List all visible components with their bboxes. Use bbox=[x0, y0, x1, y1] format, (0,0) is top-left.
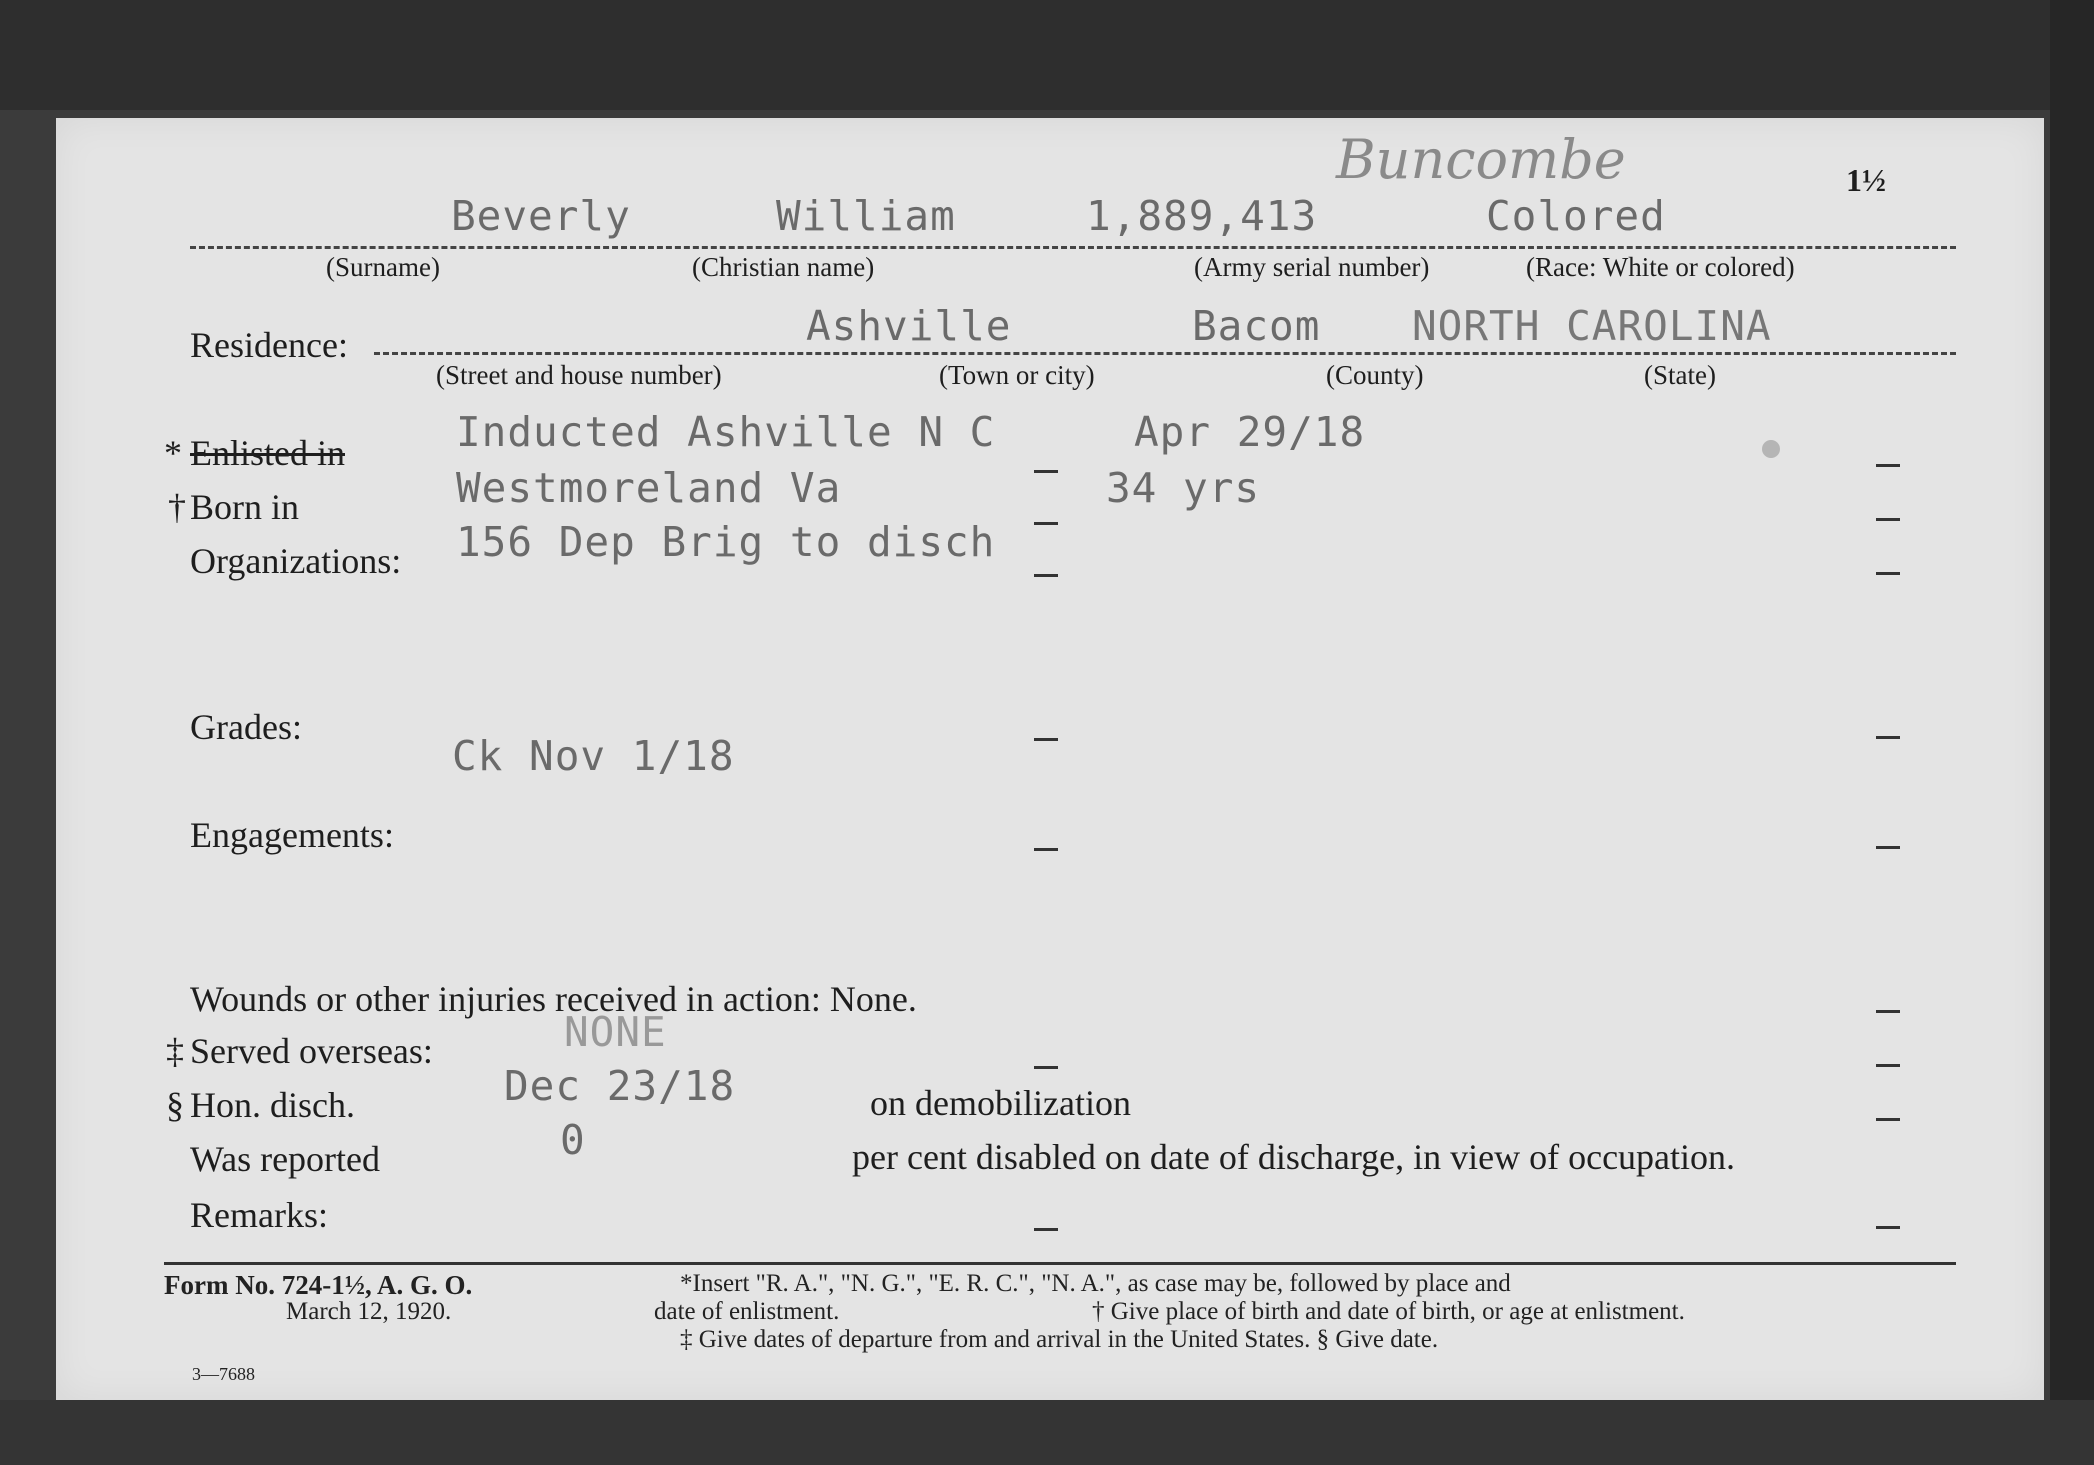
scan-backdrop-right bbox=[2050, 0, 2094, 1465]
disch-label: Hon. disch. bbox=[190, 1085, 355, 1125]
dash-mark bbox=[1876, 846, 1900, 849]
dash-mark bbox=[1034, 1228, 1058, 1231]
christian-name-label: (Christian name) bbox=[692, 252, 875, 282]
grades-label: Grades: bbox=[190, 707, 302, 747]
race-label: (Race: White or colored) bbox=[1526, 252, 1795, 282]
wounds-text: Wounds or other injuries received in action: None. bbox=[190, 979, 917, 1019]
residence-rule bbox=[374, 352, 1956, 355]
enlisted-label: Enlisted in bbox=[190, 433, 345, 473]
enlisted-date: Apr 29/18 bbox=[1134, 408, 1366, 456]
street-label: (Street and house number) bbox=[436, 360, 722, 390]
serial-number-value: 1,889,413 bbox=[1086, 192, 1318, 240]
dash-mark bbox=[1034, 574, 1058, 577]
dash-mark bbox=[1034, 848, 1058, 851]
form-date: March 12, 1920. bbox=[286, 1298, 452, 1325]
residence-county-value: Bacom bbox=[1192, 302, 1321, 350]
overseas-label: Served overseas: bbox=[190, 1031, 433, 1071]
born-age: 34 yrs bbox=[1106, 464, 1261, 512]
dash-mark bbox=[1034, 1066, 1058, 1069]
reported-text: per cent disabled on date of discharge, in view of occupation. bbox=[852, 1137, 1736, 1177]
residence-state-value: NORTH CAROLINA bbox=[1412, 302, 1772, 350]
dash-mark bbox=[1876, 572, 1900, 575]
dash-mark bbox=[1876, 464, 1900, 467]
dash-mark bbox=[1876, 1010, 1900, 1013]
footer-rule bbox=[164, 1262, 1956, 1265]
christian-name-value: William bbox=[776, 192, 956, 240]
dash-mark bbox=[1034, 522, 1058, 525]
engagements-label: Engagements: bbox=[190, 815, 394, 855]
scan-backdrop-bottom bbox=[0, 1400, 2094, 1465]
enlisted-value: Inducted Ashville N C bbox=[456, 408, 996, 456]
state-label: (State) bbox=[1644, 360, 1716, 390]
serial-number-label: (Army serial number) bbox=[1194, 252, 1430, 282]
county-label: (County) bbox=[1326, 360, 1424, 390]
dash-mark bbox=[1034, 470, 1058, 473]
residence-town-value: Ashville bbox=[806, 302, 1012, 350]
footnote-line-1: *Insert "R. A.", "N. G.", "E. R. C.", "N. A.", as case may be, followed by place and bbox=[680, 1270, 1511, 1297]
reported-value: 0 bbox=[560, 1116, 586, 1164]
residence-label: Residence: bbox=[190, 325, 348, 365]
town-label: (Town or city) bbox=[939, 360, 1095, 390]
born-label: Born in bbox=[190, 487, 300, 527]
county-handwritten-note: Buncombe bbox=[1336, 128, 1626, 191]
ink-spot bbox=[1762, 440, 1780, 458]
dash-mark bbox=[1876, 1226, 1900, 1229]
dash-mark bbox=[1876, 1064, 1900, 1067]
disch-value: Dec 23/18 bbox=[504, 1062, 736, 1110]
service-record-card bbox=[56, 118, 2044, 1400]
organizations-value: 156 Dep Brig to disch bbox=[456, 518, 996, 566]
footnote-line-2b: † Give place of birth and date of birth, or age at enlistment. bbox=[1092, 1298, 1685, 1325]
organizations-label: Organizations: bbox=[190, 541, 402, 581]
dash-mark bbox=[1876, 736, 1900, 739]
enlisted-asterisk: * bbox=[164, 433, 182, 473]
overseas-value: NONE bbox=[564, 1008, 667, 1056]
dash-mark bbox=[1034, 738, 1058, 741]
grades-value: Ck Nov 1/18 bbox=[452, 732, 735, 780]
overseas-double-dagger: ‡ bbox=[166, 1031, 184, 1071]
born-value: Westmoreland Va bbox=[456, 464, 842, 512]
scan-backdrop-top bbox=[0, 0, 2094, 110]
race-value: Colored bbox=[1486, 192, 1666, 240]
corner-code: 1½ bbox=[1846, 162, 1886, 198]
reported-label: Was reported bbox=[190, 1139, 381, 1179]
form-number: Form No. 724-1½, A. G. O. bbox=[164, 1270, 473, 1300]
header-rule bbox=[190, 246, 1956, 249]
dash-mark bbox=[1876, 1118, 1900, 1121]
disch-reason: on demobilization bbox=[870, 1083, 1131, 1123]
disch-section-sign: § bbox=[166, 1085, 184, 1125]
print-code: 3—7688 bbox=[192, 1364, 255, 1384]
surname-value: Beverly bbox=[451, 192, 631, 240]
footnote-line-3: ‡ Give dates of departure from and arrival in the United States. § Give date. bbox=[680, 1326, 1439, 1353]
footnote-line-2a: date of enlistment. bbox=[654, 1298, 840, 1325]
remarks-label: Remarks: bbox=[190, 1195, 328, 1235]
dash-mark bbox=[1876, 518, 1900, 521]
surname-label: (Surname) bbox=[326, 252, 440, 282]
born-dagger: † bbox=[168, 487, 186, 527]
